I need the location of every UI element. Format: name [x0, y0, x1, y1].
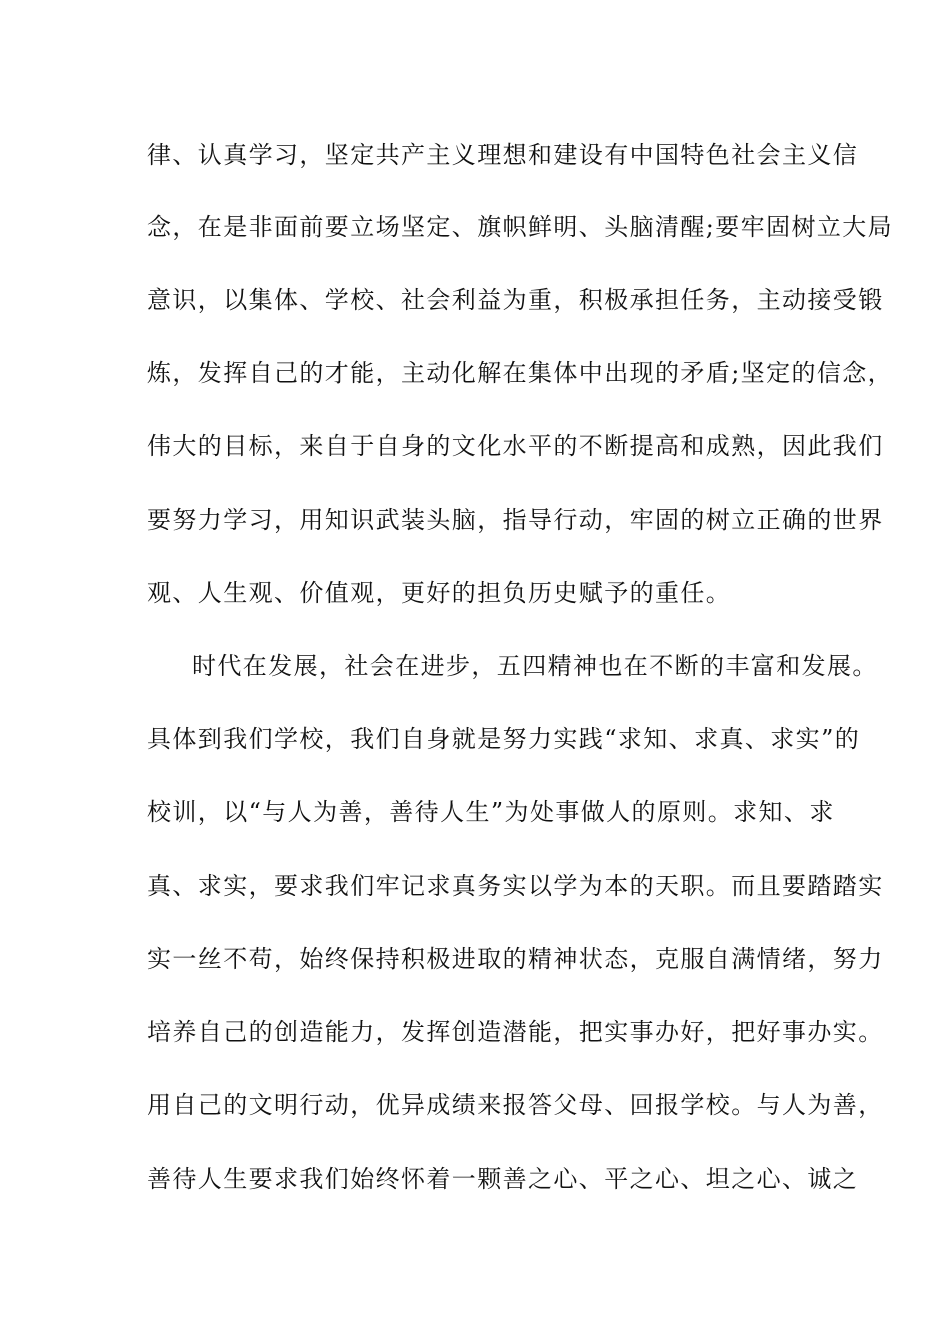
text-line: 意识，以集体、学校、社会利益为重，积极承担任务，主动接受锻: [147, 286, 884, 314]
text-line: 念，在是非面前要立场坚定、旗帜鲜明、头脑清醒;要牢固树立大局: [147, 213, 894, 241]
text-line: 用自己的文明行动，优异成绩来报答父母、回报学校。与人为善，: [147, 1091, 884, 1119]
text-line: 校训，以“与人为善，善待人生”为处事做人的原则。求知、求: [147, 798, 835, 826]
text-line: 真、求实，要求我们牢记求真务实以学为本的天职。而且要踏踏实: [147, 872, 884, 900]
text-line: 具体到我们学校，我们自身就是努力实践“求知、求真、求实”的: [147, 725, 861, 753]
text-line: 伟大的目标，来自于自身的文化水平的不断提高和成熟，因此我们: [147, 432, 884, 460]
text-line: 实一丝不苟，始终保持积极进取的精神状态，克服自满情绪，努力: [147, 945, 884, 973]
text-line: 要努力学习，用知识武装头脑，指导行动，牢固的树立正确的世界: [147, 506, 884, 534]
text-line: 观、人生观、价值观，更好的担负历史赋予的重任。: [147, 579, 732, 607]
paragraph-first-line: 时代在发展，社会在进步，五四精神也在不断的丰富和发展。: [192, 652, 878, 680]
text-line: 炼，发挥自己的才能，主动化解在集体中出现的矛盾;坚定的信念，: [147, 359, 894, 387]
text-line: 培养自己的创造能力，发挥创造潜能，把实事办好，把好事办实。: [147, 1018, 884, 1046]
text-line: 律、认真学习，坚定共产主义理想和建设有中国特色社会主义信: [147, 141, 859, 169]
text-line: 善待人生要求我们始终怀着一颗善之心、平之心、坦之心、诚之: [147, 1165, 859, 1193]
